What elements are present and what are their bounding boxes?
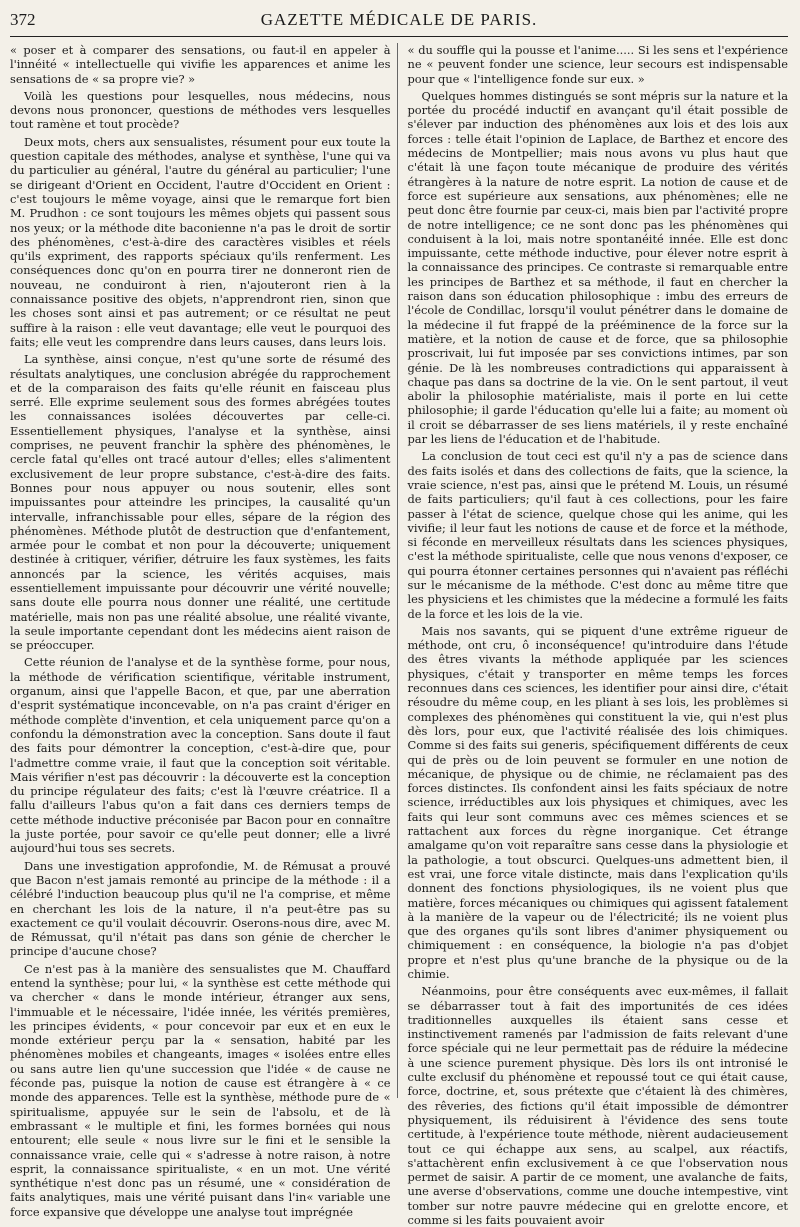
paragraph: Cette réunion de l'analyse et de la synthèse forme, pour nous, la méthode de vérification scientifique, véritable instrument, organum, ainsi que l'appelle Bacon, et que, par une aberration d'esprit systématique inconcevable, on n'a pas craint d'ériger en méthode complète d'invention, et cela uniquement parce qu'on a confondu la démonstration avec la conception. Sans doute il faut des faits pour démontrer la conception, c'est-à-dire que, pour l'admettre comme vraie, il faut que la conception soit véritable. Mais vérifier n'est pas découvrir : la découverte est la conception du principe régulateur des faits; c'est là l'œuvre créatrice. Il a fallu d'ailleurs l'abus qu'on a fait dans ces derniers temps de cette méthode inductive préconisée par Bacon pour en connaître la juste portée, pour savoir ce qu'elle peut donner; elle a livré aujourd'hui tous ses secrets. [10,655,391,856]
paragraph: La synthèse, ainsi conçue, n'est qu'une sorte de résumé des résultats analytiques, une conclusion abrégée du rapprochement et de la comparaison des faits qu'elle réunit en faisceau plus serré. Elle exprime seulement sous des formes abrégées toutes les connaissances isolées découvertes par celle-ci. Essentiellement physiques, l'analyse et la synthèse, ainsi comprises, ne peuvent franchir la sphère des phénomènes, le cercle fatal qu'elles ont tracé autour d'elles; elles s'alimentent exclusivement de leur propre substance, c'est-à-dire des faits. Bonnes pour nous appuyer ou nous soutenir, elles sont impuissantes pour atteindre les principes, la causalité qu'un intervalle, infranchissable pour elles, sépare de la région des phénomènes. Méthode plutôt de destruction que d'enfantement, armée pour le combat et non pour la découverte; uniquement destinée à critiquer, vérifier, détruire les faux systèmes, les faits annoncés par la science, les vérités acquises, mais essentiellement impuissante pour découvrir une vérité nouvelle; sans doute elle pourra nous donner une réalité, une certitude matérielle, mais non pas une réalité absolue, une réalité vivante, la seule importante cependant dont les médecins aient raison de se préoccuper. [10,352,391,653]
paragraph: « poser et à comparer des sensations, ou faut-il en appeler à l'innéité « intellectuelle qui vivifie les apparences et anime les sensations de « sa propre vie? » [10,43,391,86]
paragraph: Quelques hommes distingués se sont mépris sur la nature et la portée du procédé inductif en avançant qu'il était possible de s'élever par induction des phénomènes aux lois et des lois aux forces : telle était l'opinion de Laplace, de Barthez et encore des médecins de Montpellier; mais nous avons vu plus haut que c'était là une façon toute mécanique de produire des vérités étrangères à la nature de notre esprit. La notion de cause et de force est supérieure aux sensations, aux phénomènes; elle ne peut donc être fournie par ceux-ci, mais bien par l'activité propre de notre intelligence; ce ne sont donc pas les phénomènes qui conduisent à la loi, mais notre spontanéité innée. Elle est donc impuissante, cette méthode inductive, pour élever notre esprit à la connaissance des principes. Ce contraste si remarquable entre les principes de Barthez et sa méthode, il faut en chercher la raison dans son éducation philosophique : imbu des erreurs de l'école de Condillac, lorsqu'il voulut pénétrer dans le domaine de la médecine il fut frappé de la prééminence de la force sur la matière, et la notion de cause et de force, que sa philosophie proscrivait, lui fut imposée par ses convictions intimes, par son génie. De là les nombreuses contradictions qui apparaissent à chaque pas dans sa doctrine de la vie. On le sent partout, il veut abolir la philosophie matérialiste, mais il porte en lui cette philosophie; il garde l'éducation qu'elle lui a faite; au moment où il croit se débarrasser de ses liens matériels, il y reste enchaîné par les liens de l'éducation et de l'habitude. [407,88,788,447]
right-column [407,43,789,1227]
paragraph: « du souffle qui la pousse et l'anime..... Si les sens et l'expérience ne « peuvent fonder une science, leur secours est indispensable pour que « l'intelligence fonde sur eux. » [407,43,788,86]
left-column [10,43,398,1219]
journal-title: GAZETTE MÉDICALE DE PARIS. [260,10,538,29]
page-number: 372 [10,10,36,29]
page-header [10,10,788,37]
article-columns [10,43,788,1227]
paragraph: La conclusion de tout ceci est qu'il n'y a pas de science dans des faits isolés et dans des collections de faits, que la science, la vraie science, n'est pas, ainsi que le prétend M. Louis, un résumé de faits particuliers; qu'il faut à ces collections, pour les faire passer à l'état de science, quelque chose qui les anime, qui les vivifie; il leur faut les notions de cause et de force et la méthode, si féconde en merveilleux résultats dans les sciences physiques, c'est la méthode spiritualiste, celle que nous venons d'exposer, ce qui pourra étonner certaines personnes qui n'avaient pas réfléchi sur le mécanisme de la méthode. C'est donc au même titre que les physiciens et les chimistes que la médecine a formulé les faits de la force et les lois de la vie. [407,449,788,621]
paragraph: Néanmoins, pour être conséquents avec eux-mêmes, il fallait se débarrasser tout à fait des importunités de ces idées traditionnelles auxquelles ils étaient sans cesse et instinctivement ramenés par l'admission de faits relevant d'une force spéciale qui ne leur permettait pas de réduire la médecine à une science purement physique. Dès lors ils ont intronisé le culte exclusif du phénomène et repoussé tout ce qui était cause, force, doctrine, et, sous prétexte que c'étaient là des chimères, des rêveries, des fictions qu'il était impossible de démontrer physiquement, ils réduisirent à l'évidence des sens toute certitude, à l'expérience toute méthode, nièrent audacieusement tout ce qui échappe aux sens, au scalpel, aux réactifs, s'attachèrent enfin exclusivement à ce que l'observation nous permet de saisir. A partir de ce moment, une avalanche de faits, une averse d'observations, comme une douche intempestive, vint tomber sur notre pauvre médecine qui en grelotte encore, et comme si les faits pouvaient avoir [407,984,788,1227]
paragraph: Voilà les questions pour lesquelles, nous médecins, nous devons nous prononcer, questions de méthodes vers lesquelles tout ramène et tout procède? [10,88,391,132]
paragraph: Mais nos savants, qui se piquent d'une extrême rigueur de méthode, ont cru, ô inconséquence! qu'introduire dans l'étude des êtres vivants la méthode appliquée par les sciences physiques, c'était y transporter en même temps les forces reconnues dans ces sciences, les identifier pour ainsi dire, c'était résoudre du même coup, en les pliant à ses lois, les problèmes si complexes des phénomènes qui constituent la vie, qui n'est plus dès lors, pour eux, que l'activité réalisée des lois chimiques. Comme si des faits sui generis, spécifiquement différents de ceux qui de près ou de loin peuvent se formuler en une notion de mécanique, de physique ou de chimie, ne réclamaient pas des forces distinctes. Ils confondent ainsi les faits spéciaux de notre science, irréductibles aux lois physiques et chimiques, avec les faits qui leur sont communs avec ces mêmes sciences et se rattachent aux forces du règne inorganique. Cet étrange amalgame qu'on voit reparaître sans cesse dans la physiologie et la pathologie, a tout obscurci. Quelques-uns admettent bien, il est vrai, une force vitale distincte, mais dans l'explication qu'ils donnent des fonctions physiologiques, ils ne voient plus que matière, forces mécaniques ou chimiques qui agissent fatalement à la manière de la vapeur ou de l'électricité; ils ne voient plus que des organes qu'ils sont libres d'animer physiquement ou chimiquement : en conséquence, la biologie n'a pas d'objet propre et n'est plus qu'une branche de la physique ou de la chimie. [407,623,788,981]
paragraph: Dans une investigation approfondie, M. de Rémusat a prouvé que Bacon n'est jamais remonté au principe de la méthode : il a célébré l'induction beaucoup plus qu'il ne l'a comprise, et même en cherchant les lois de la nature, il n'a peut-être pas su exactement ce qu'il voulait découvrir. Oserons-nous dire, avec M. de Rémussat, qu'il n'était pas dans son génie de chercher le principe d'aucune chose? [10,858,391,959]
paragraph: Ce n'est pas à la manière des sensualistes que M. Chauffard entend la synthèse; pour lui, « la synthèse est cette méthode qui va chercher « dans le monde intérieur, étranger aux sens, l'immuable et le nécessaire, l'idée innée, les vérités premières, les principes évidents, « pour concevoir par eux et en eux le monde extérieur perçu par la « sensation, habité par les phénomènes mobiles et changeants, images « isolées entre elles ou sans autre lien qu'une succession que l'idée « de cause ne féconde pas, puisque la notion de cause est étrangère à « ce monde des apparences. Telle est la synthèse, méthode pure de « spiritualisme, appuyée sur le sein de l'absolu, et de là embrassant « le multiple et fini, les formes bornées qui nous entourent; elle seule « nous livre sur le fini et le sensible la connaissance vraie, celle qui « s'adresse à notre raison, à notre esprit, la connaissance spiritualiste, « en un mot. Une vérité synthétique n'est donc pas un résumé, une « considération de faits analytiques, mais une vérité puisant dans l'in« variable une force expansive que développe une analyse tout imprégnée [10,961,391,1219]
paragraph: Deux mots, chers aux sensualistes, résument pour eux toute la question capitale des méthodes, analyse et synthèse, l'une qui va du particulier au général, l'autre du général au particulier; l'une se dirigeant d'Orient en Occident, l'autre d'Occident en Orient : c'est toujours le même voyage, ainsi que le remarque fort bien M. Prudhon : ce sont toujours les mêmes objets qui passent sous nos yeux; or la méthode dite baconienne n'a pas le droit de sortir des phénomènes, c'est-à-dire des caractères visibles et réels qu'ils expriment, des rapports spéciaux qu'ils renferment. Les conséquences donc qu'on en pourra tirer ne donneront rien de nouveau, ne conduiront à rien, n'ajouteront rien à la connaissance positive des objets, n'apprendront rien, sinon que les choses sont ainsi et pas autrement; or ce résultat ne peut suffire à la raison : elle veut davantage; elle veut le pourquoi des faits; elle veut les comprendre dans leurs causes, dans leurs lois. [10,134,391,349]
